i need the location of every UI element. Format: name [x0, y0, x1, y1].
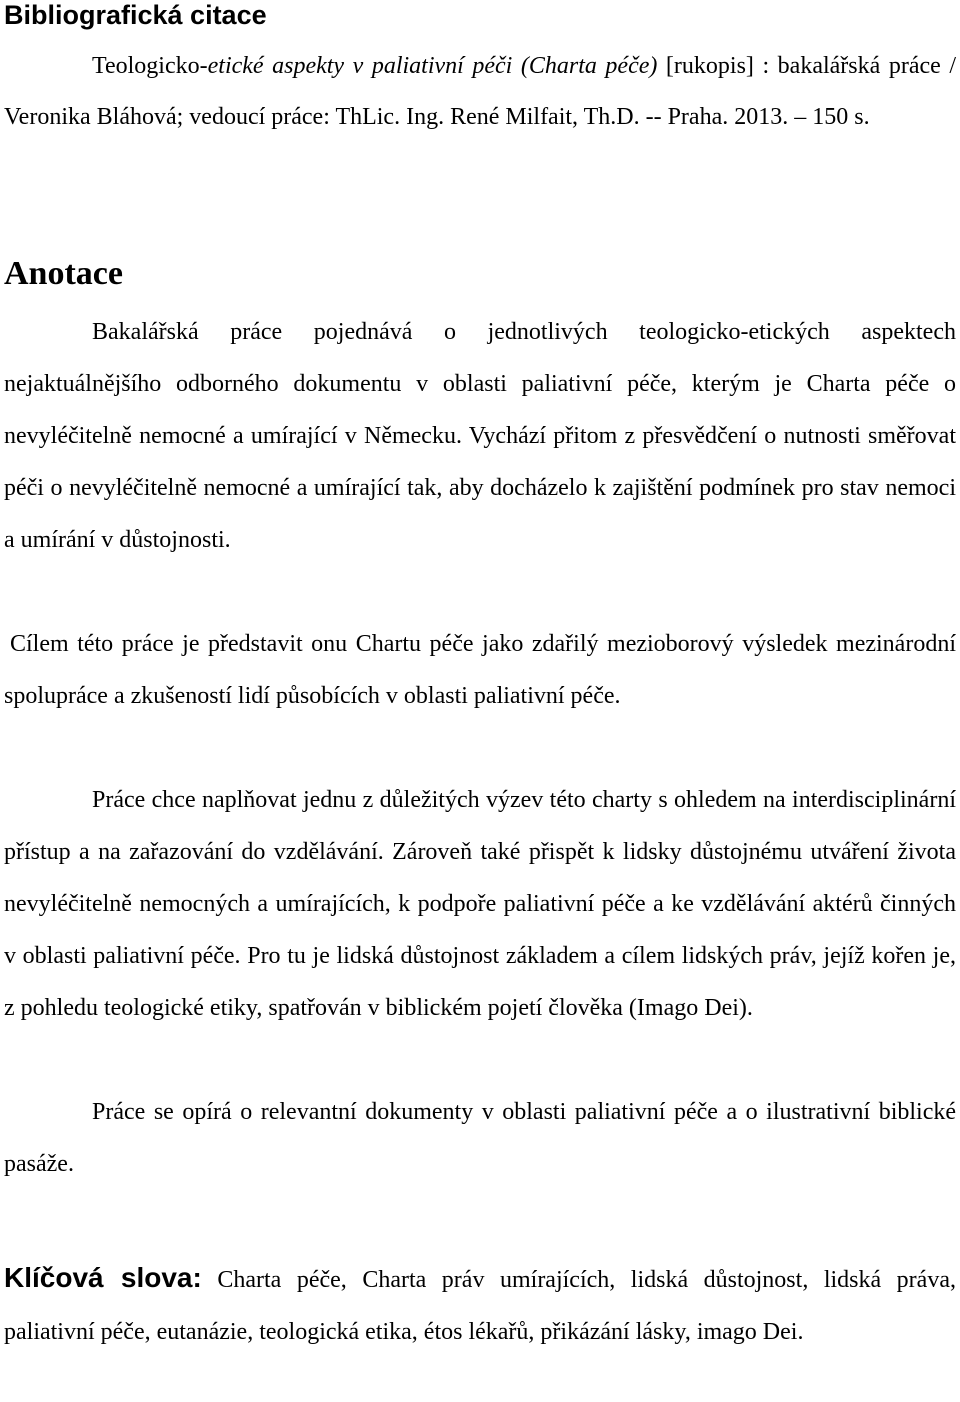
citation-title-plain: Teologicko- [92, 53, 208, 79]
citation-title-italic: etické aspekty v paliativní péči (Charta péče) [207, 53, 658, 79]
keywords-label: Klíčová slova: [4, 1262, 202, 1293]
abstract-paragraph-1: Bakalářská práce pojednává o jednotlivých teologicko-etických aspektech nejaktuálnějšího odborného dokumentu v oblasti paliativní péče, kterým je Charta péče o nevyléčitelně nemocné a umírající v Německu. Vychází přitom z přesvědčení o nutnosti směřovat péči o nevyléčitelně nemocné a umírající tak, aby docházelo k zajištění podmínek pro stav nemoci a umírání v důstojnosti. [4, 319, 956, 553]
abstract-paragraph-4: Práce se opírá o relevantní dokumenty v oblasti paliativní péče a o ilustrativní biblické pasáže. [4, 1099, 956, 1177]
citation-heading: Bibliografická citace [4, 0, 267, 30]
abstract-heading: Anotace [4, 255, 123, 292]
citation-text [4, 41, 956, 143]
abstract-paragraph-2: Cílem této práce je představit onu Chartu péče jako zdařilý mezioborový výsledek mezinárodní spolupráce a zkušeností lidí působících v oblasti paliativní péče. [4, 631, 956, 709]
abstract-paragraph-3: Práce chce naplňovat jednu z důležitých výzev této charty s ohledem na interdisciplinární přístup a na zařazování do vzdělávání. Zároveň také přispět k lidsky důstojnému utváření života nevyléčitelně nemocných a umírajících, k podpoře paliativní péče a ke vzdělávání aktérů činných v oblasti paliativní péče. Pro tu je lidská důstojnost základem a cílem lidských práv, jejíž kořen je, z pohledu teologické etiky, spatřován v biblickém pojetí člověka (Imago Dei). [4, 787, 956, 1021]
keywords-text: Charta péče, Charta práv umírajících, lidská důstojnost, lidská práva, paliativní péče, eutanázie, teologická etika, étos lékařů, přikázání lásky, imago Dei. [4, 1267, 956, 1345]
keywords-paragraph [4, 1252, 956, 1358]
citation-rest: [rukopis] : bakalářská práce / Veronika Bláhová; vedoucí práce: ThLic. Ing. René Milfait, Th.D. -- Praha. 2013. – 150 s. [4, 53, 956, 130]
